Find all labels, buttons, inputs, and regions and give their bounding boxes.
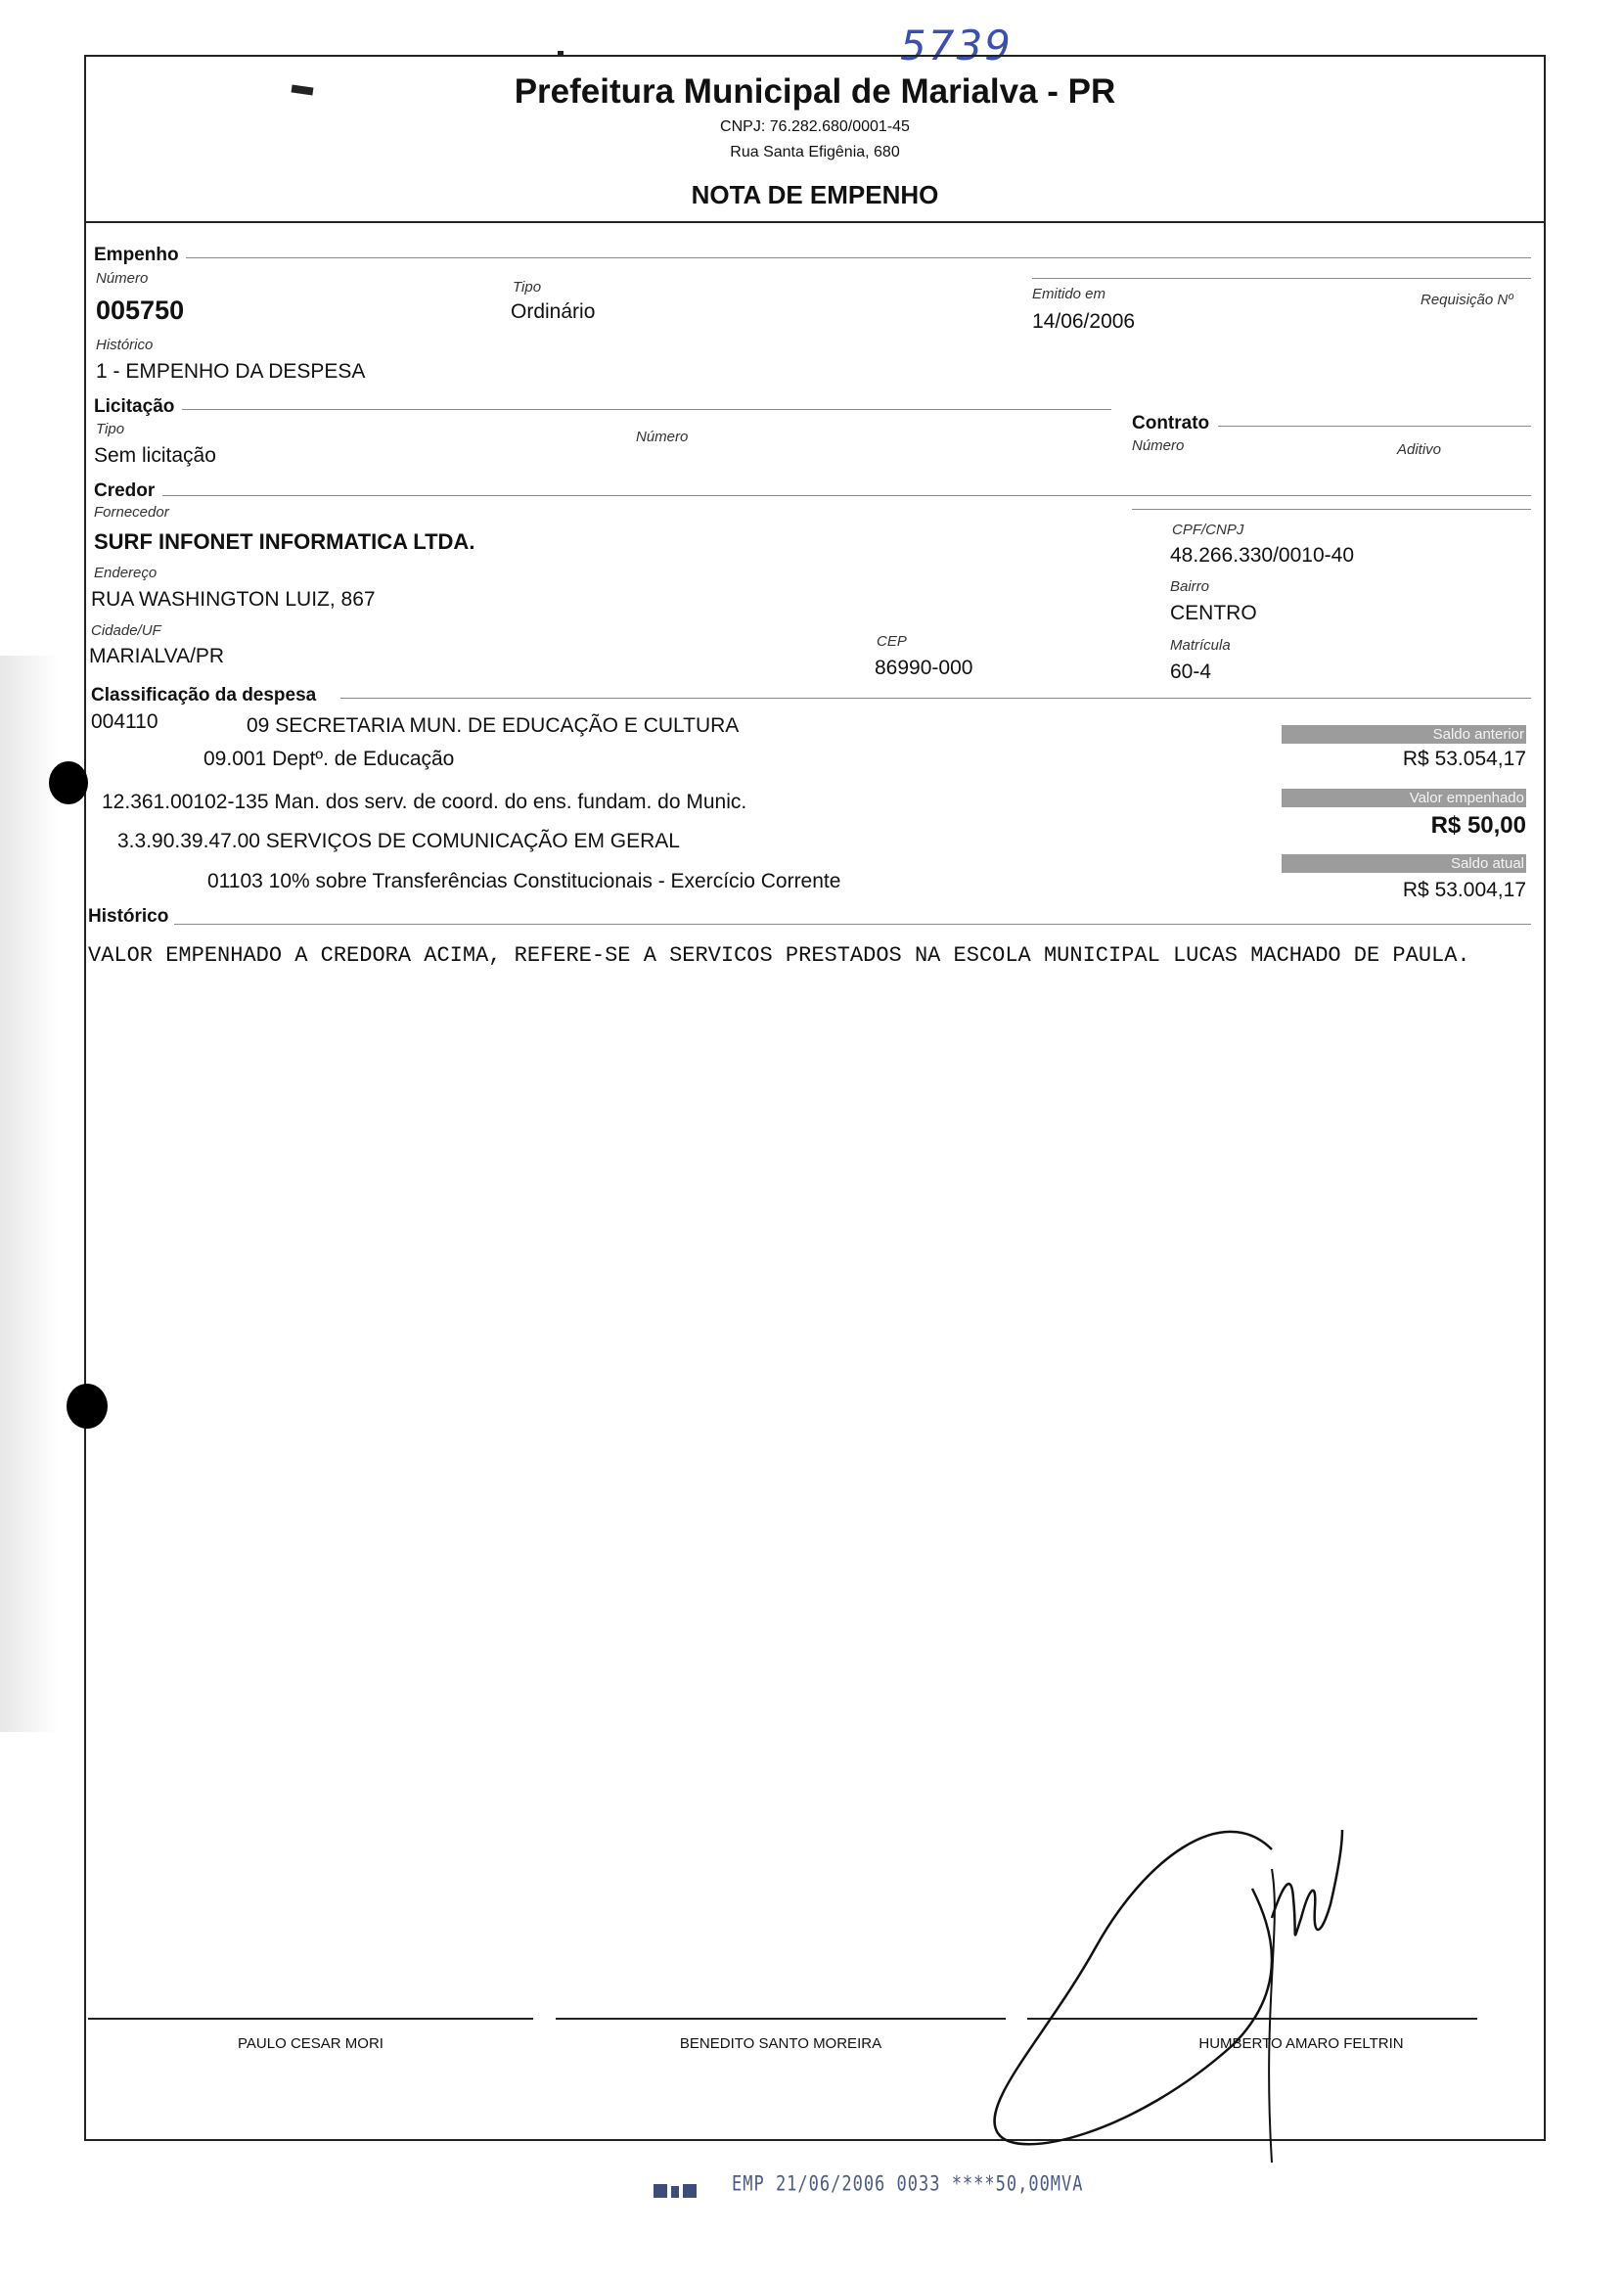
credor-section: Credor bbox=[94, 480, 156, 501]
matricula-label: Matrícula bbox=[1170, 637, 1231, 654]
emitido-label: Emitido em bbox=[1032, 286, 1106, 302]
classificacao-fonte: 01103 10% sobre Transferências Constitucionais - Exercício Corrente bbox=[207, 870, 841, 892]
signature-line bbox=[88, 2018, 533, 2020]
classificacao-unidade: 09.001 Deptº. de Educação bbox=[203, 748, 455, 770]
matricula-value: 60-4 bbox=[1170, 661, 1212, 683]
stamp-logo bbox=[654, 2182, 712, 2200]
address-line: Rua Santa Efigênia, 680 bbox=[730, 144, 900, 160]
historico-label: Histórico bbox=[96, 337, 154, 353]
classificacao-elemento: 3.3.90.39.47.00 SERVIÇOS DE COMUNICAÇÃO EM GERAL bbox=[117, 830, 680, 852]
cep-value: 86990-000 bbox=[875, 657, 973, 679]
punch-hole bbox=[49, 761, 88, 804]
empenho-section: Empenho bbox=[94, 245, 179, 265]
empenho-tipo: Ordinário bbox=[511, 300, 596, 323]
licitacao-tipo: Sem licitação bbox=[94, 444, 216, 467]
classificacao-funcional: 12.361.00102-135 Man. dos serv. de coord. do ens. fundam. do Munic. bbox=[102, 791, 747, 813]
bairro-value: CENTRO bbox=[1170, 602, 1257, 624]
requisicao-label: Requisição Nº bbox=[1421, 292, 1513, 308]
handwritten-signature bbox=[978, 1810, 1389, 2172]
valor-empenhado-label: Valor empenhado bbox=[1282, 789, 1526, 807]
endereco-value: RUA WASHINGTON LUIZ, 867 bbox=[91, 588, 376, 611]
signature-name-1: PAULO CESAR MORI bbox=[238, 2035, 383, 2052]
footer-stamp: EMP 21/06/2006 0033 ****50,00MVA bbox=[732, 2171, 1084, 2197]
handwritten-number: 5739 bbox=[900, 22, 1013, 69]
classificacao-orgao: 09 SECRETARIA MUN. DE EDUCAÇÃO E CULTURA bbox=[247, 714, 740, 737]
valor-empenhado-value: R$ 50,00 bbox=[1430, 812, 1526, 839]
header-separator bbox=[84, 221, 1546, 223]
fornecedor-name: SURF INFONET INFORMATICA LTDA. bbox=[94, 529, 475, 554]
empenho-number: 005750 bbox=[96, 296, 185, 325]
scan-mark bbox=[558, 51, 564, 57]
saldo-atual-value: R$ 53.004,17 bbox=[1402, 879, 1526, 901]
signature-name-2: BENEDITO SANTO MOREIRA bbox=[679, 2035, 882, 2052]
saldo-anterior-label: Saldo anterior bbox=[1282, 725, 1526, 744]
licitacao-section: Licitação bbox=[94, 396, 175, 417]
bairro-label: Bairro bbox=[1170, 578, 1210, 595]
page-title: Prefeitura Municipal de Marialva - PR bbox=[514, 72, 1116, 111]
classificacao-code: 004110 bbox=[91, 710, 158, 733]
licitacao-tipo-label: Tipo bbox=[96, 421, 125, 437]
classificacao-section: Classificação da despesa bbox=[91, 685, 317, 706]
contrato-section: Contrato bbox=[1132, 413, 1210, 433]
licitacao-numero-label: Número bbox=[636, 429, 689, 445]
signature-line bbox=[556, 2018, 1006, 2020]
signature-name-3: HUMBERTO AMARO FELTRIN bbox=[1198, 2035, 1404, 2052]
fornecedor-label: Fornecedor bbox=[94, 504, 169, 521]
punch-hole bbox=[67, 1384, 108, 1429]
empenho-historico: 1 - EMPENHO DA DESPESA bbox=[96, 360, 366, 383]
contrato-numero-label: Número bbox=[1132, 437, 1185, 454]
cnpj-line: CNPJ: 76.282.680/0001-45 bbox=[720, 118, 910, 135]
cpf-label: CPF/CNPJ bbox=[1172, 522, 1244, 538]
historico-text: VALOR EMPENHADO A CREDORA ACIMA, REFERE-SE A SERVICOS PRESTADOS NA ESCOLA MUNICIPAL LUCAS MACHADO DE PAULA. bbox=[88, 943, 1470, 968]
emitido-date: 14/06/2006 bbox=[1032, 310, 1136, 333]
tipo-label: Tipo bbox=[513, 279, 542, 296]
scan-edge-shading bbox=[0, 656, 59, 1732]
saldo-anterior-value: R$ 53.054,17 bbox=[1402, 748, 1526, 770]
cep-label: CEP bbox=[877, 633, 907, 650]
aditivo-label: Aditivo bbox=[1397, 441, 1442, 458]
numero-label: Número bbox=[96, 270, 149, 287]
document-type: NOTA DE EMPENHO bbox=[691, 180, 939, 209]
cidade-label: Cidade/UF bbox=[91, 622, 161, 639]
saldo-atual-label: Saldo atual bbox=[1282, 854, 1526, 873]
endereco-label: Endereço bbox=[94, 565, 158, 581]
historico-section: Histórico bbox=[88, 906, 169, 927]
cpf-value: 48.266.330/0010-40 bbox=[1170, 544, 1355, 567]
cidade-value: MARIALVA/PR bbox=[89, 645, 225, 667]
